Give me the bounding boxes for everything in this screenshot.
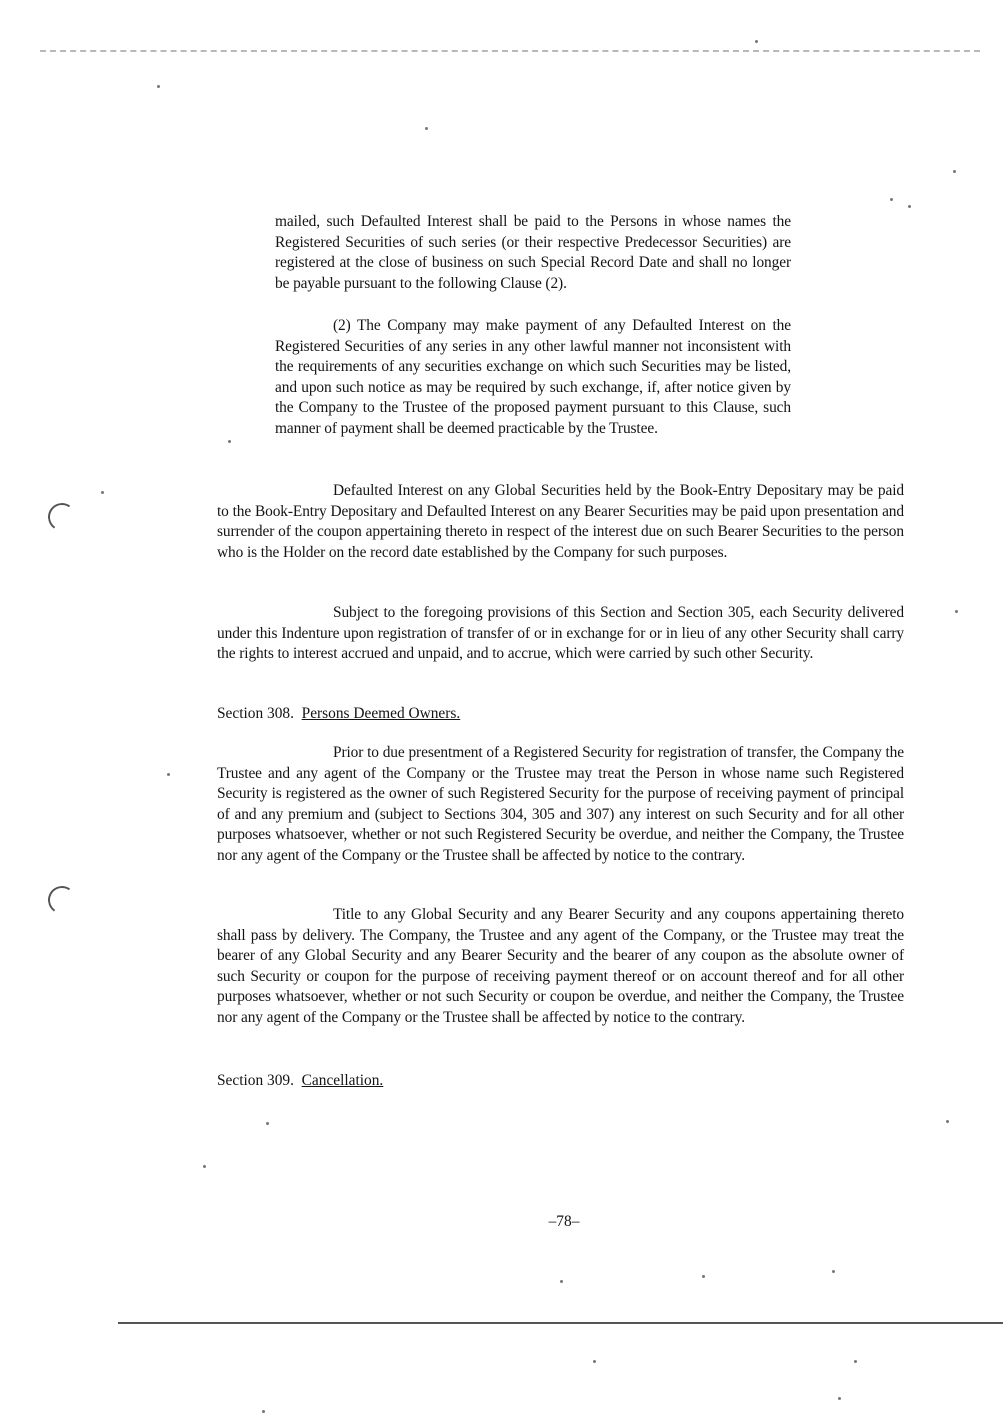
scan-speck [832,1270,835,1273]
paragraph-rights-to-interest [217,603,904,665]
scan-speck [167,773,170,776]
paragraph-clause-2 [275,316,791,439]
paragraph-text: (2) The Company may make payment of any Defaulted Interest on the Registered Securities of any series in any other lawful manner not inconsistent with the requirements of any securities exchange on which such Securities may be listed, and upon such notice as may be required by such exchange, if, after notice given by the Company to the Trustee of the proposed payment pursuant to this Clause, such manner of payment shall be deemed practicable by the Trustee. [275,317,791,437]
scan-speck [262,1410,265,1413]
paragraph-text: Subject to the foregoing provisions of this Section and Section 305, each Security delivered under this Indenture upon registration of transfer of or in exchange for or in lieu of any other Security shall carry the rights to interest accrued and unpaid, and to accrue, which were carried by such other Security. [217,604,904,662]
paragraph-global-securities-interest [217,481,904,563]
scan-speck [203,1165,206,1168]
scan-speck [854,1360,857,1363]
scan-speck [157,85,160,88]
scan-speck [755,40,758,43]
section-308-heading [217,704,460,724]
paragraph-text: Defaulted Interest on any Global Securities held by the Book-Entry Depositary may be paid to the Book-Entry Depositary and Defaulted Interest on any Bearer Securities may be paid upon presentation and surrender of the coupon appertaining thereto in respect of the interest due on such Bearer Securities to the person who is the Holder on the record date established by the Company for such purposes. [217,482,904,561]
scan-speck [228,440,231,443]
page-number: –78– [548,1213,580,1230]
scan-speck [702,1275,705,1278]
paragraph-continuation [275,212,791,294]
punch-hole-mark [46,884,78,916]
section-309-heading [217,1071,383,1091]
scan-speck [953,170,956,173]
paragraph-text: Title to any Global Security and any Bearer Security and any coupons appertaining thereto shall pass by delivery. The Company, the Trustee and any agent of the Company, or the Trustee may treat the bearer of any Global Security and any Bearer Security and the bearer of any coupon as the absolute owner of such Security or coupon for the purpose of receiving payment thereof or on account thereof and for all other purposes whatsoever, whether or not such Security or coupon be overdue, and neither the Company, the Trustee nor any agent of the Company or the Trustee shall be affected by notice to the contrary. [217,906,904,1026]
paragraph-text: mailed, such Defaulted Interest shall be paid to the Persons in whose names the Registered Securities of such series (or their respective Predecessor Securities) are registered at the close of business on such Special Record Date and shall no longer be payable pursuant to the following Clause (2). [275,213,791,292]
section-title: Cancellation. [301,1072,384,1089]
scan-speck [425,127,428,130]
paragraph-persons-deemed-owners [217,743,904,866]
punch-hole-mark [46,501,78,533]
scan-speck [908,205,911,208]
scan-speck [101,491,104,494]
scan-speck [946,1120,949,1123]
scan-speck [593,1360,596,1363]
paragraph-text: Prior to due presentment of a Registered Security for registration of transfer, the Company the Trustee and any agent of the Company or the Trustee may treat the Person in whose name such Registered Security is registered as the owner of such Registered Security for the purpose of receiving payment of principal of and any premium and (subject to Sections 304, 305 and 307) any interest on such Security and for all other purposes whatsoever, whether or not such Registered Security be overdue, and neither the Company, the Trustee nor any agent of the Company or the Trustee shall be affected by notice to the contrary. [217,744,904,864]
scan-speck [955,610,958,613]
scan-speck [266,1122,269,1125]
section-number: Section 309. [217,1072,294,1089]
scan-speck [838,1397,841,1400]
scan-artifact-top-line [40,50,980,52]
scan-artifact-bottom-line [118,1322,1003,1324]
paragraph-title-by-delivery [217,905,904,1028]
scan-speck [890,198,893,201]
section-title: Persons Deemed Owners. [301,705,461,722]
section-number: Section 308. [217,705,294,722]
scan-speck [560,1280,563,1283]
